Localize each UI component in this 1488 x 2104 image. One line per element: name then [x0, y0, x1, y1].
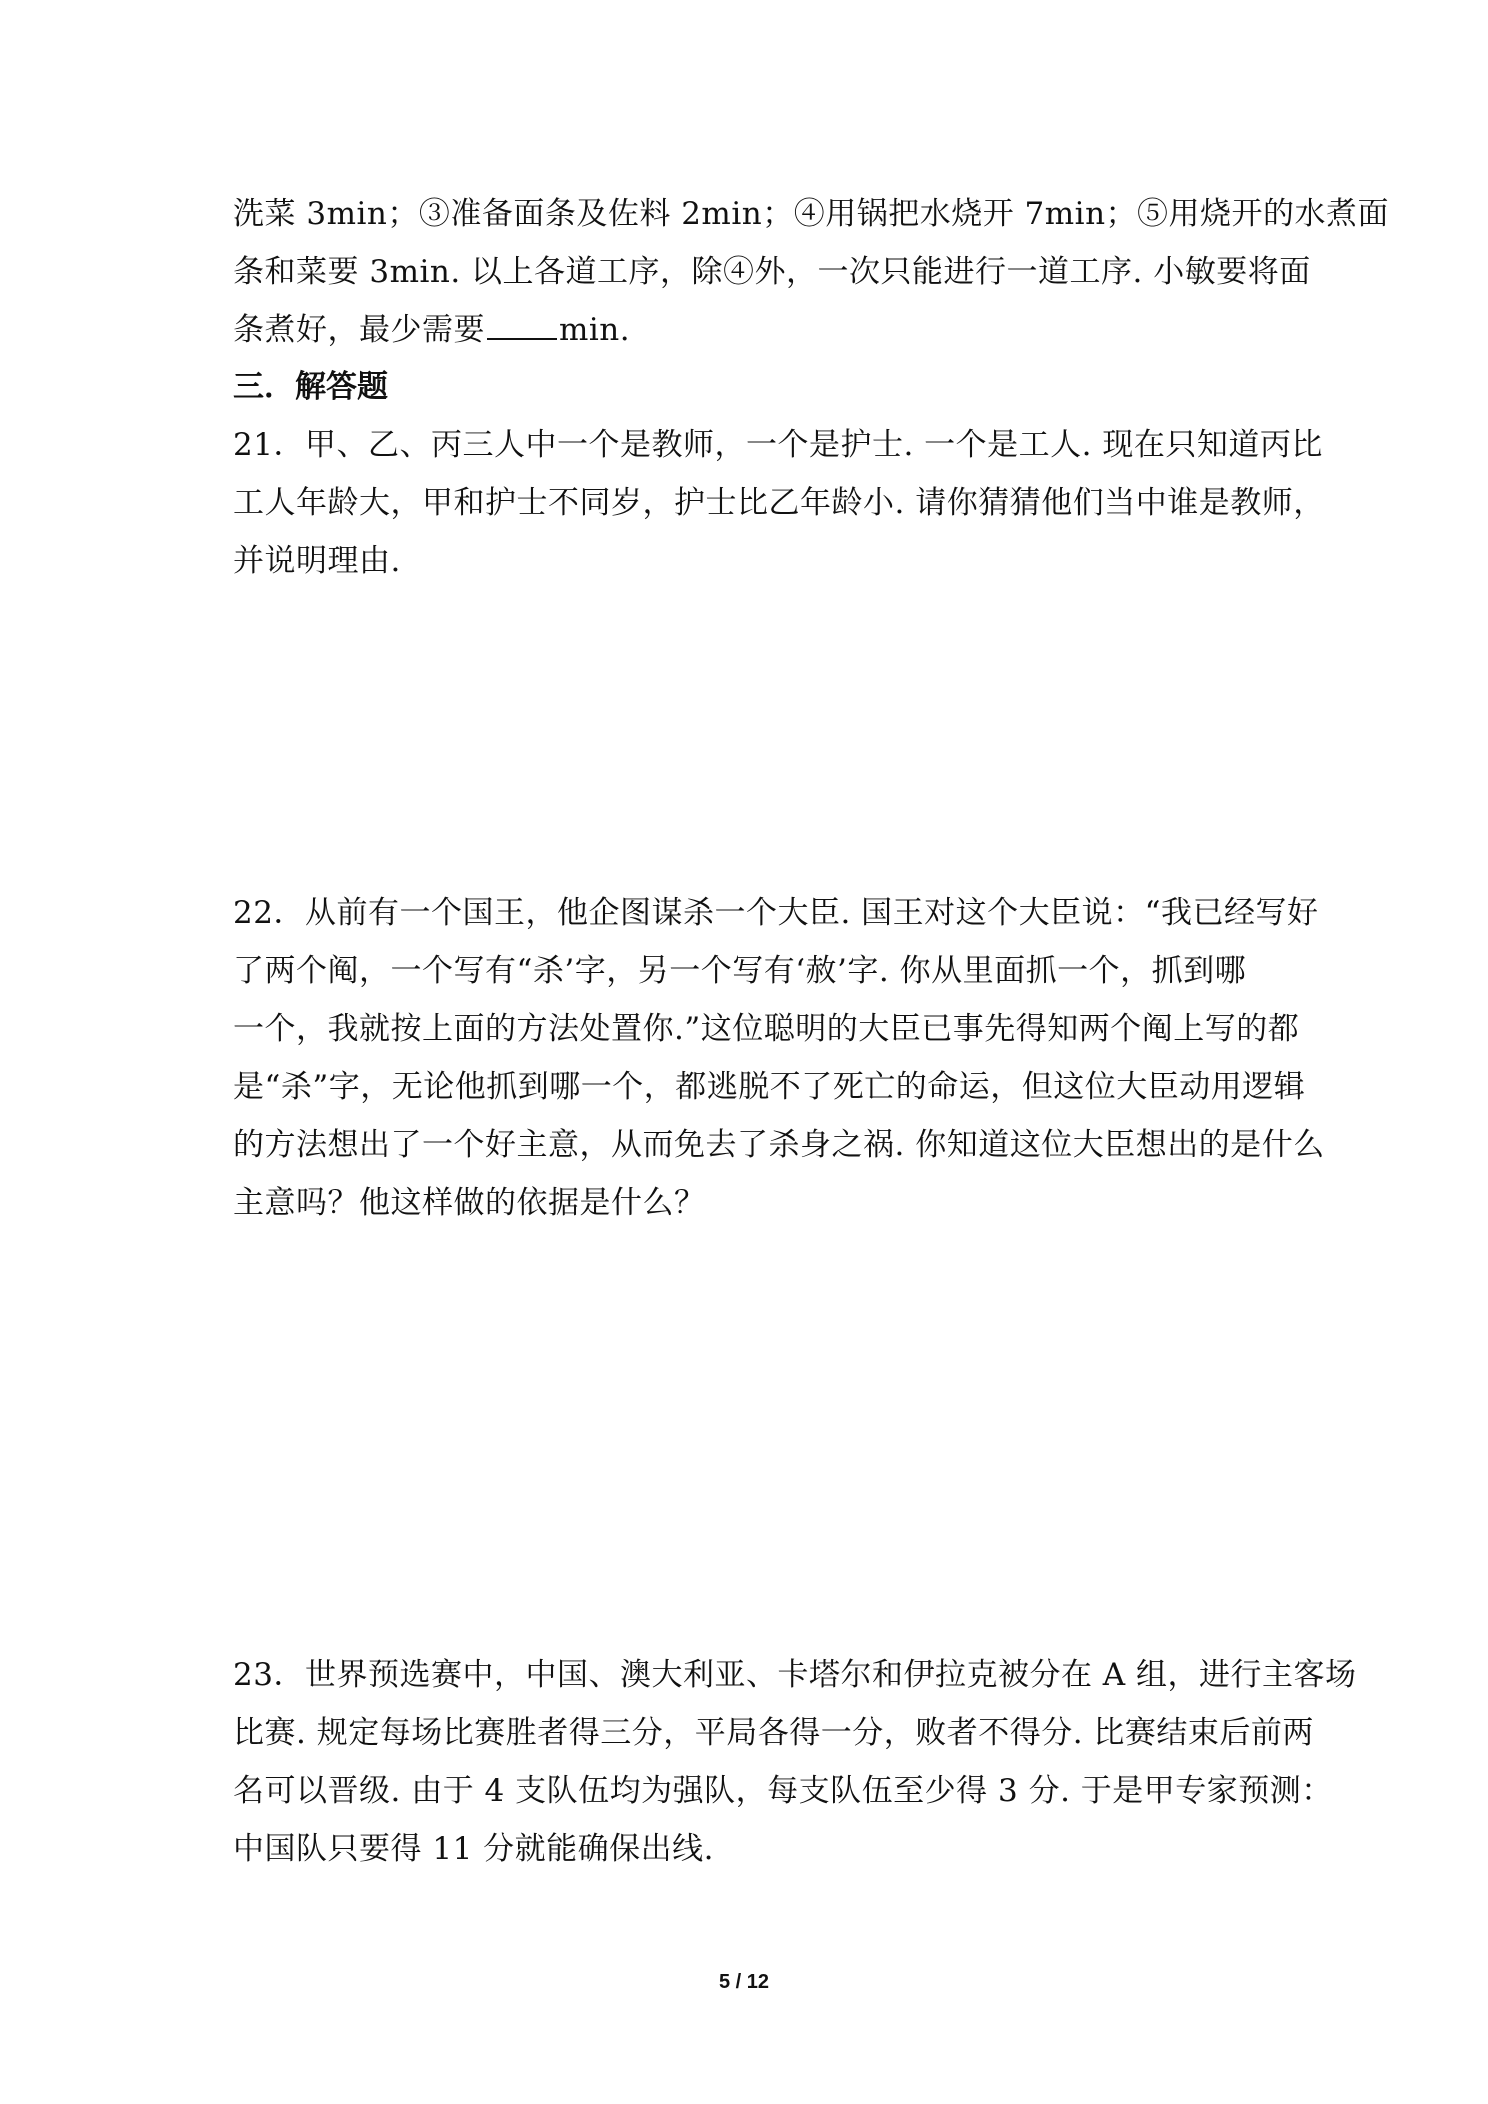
q20-line-3-after: min. — [559, 312, 631, 348]
q22-line-3: 一个，我就按上面的方法处置你.”这位聪明的大臣已事先得知两个阄上写的都 — [233, 1011, 1300, 1047]
q20-line-2: 条和菜要 3min. 以上各道工序，除④外，一次只能进行一道工序. 小敏要将面 — [233, 254, 1311, 290]
q20-line-1: 洗菜 3min；③准备面条及佐料 2min；④用锅把水烧开 7min；⑤用烧开的水煮面 — [233, 196, 1390, 232]
q22-line-2: 了两个阄，一个写有“杀’字，另一个写有‘赦’字. 你从里面抓一个，抓到哪 — [233, 953, 1247, 989]
q22-line-5: 的方法想出了一个好主意，从而免去了杀身之祸. 你知道这位大臣想出的是什么 — [233, 1127, 1325, 1163]
q21-line-3: 并说明理由. — [233, 543, 401, 579]
q20-line-3 — [233, 310, 630, 350]
q22-line-6: 主意吗？他这样做的依据是什么？ — [233, 1185, 706, 1221]
page-number: 5 / 12 — [718, 1971, 770, 1993]
q23-line-4: 中国队只要得 11 分就能确保出线. — [233, 1831, 715, 1867]
q21-line-2: 工人年龄大，甲和护士不同岁，护士比乙年龄小. 请你猜猜他们当中谁是教师， — [233, 485, 1325, 521]
q23-line-3: 名可以晋级. 由于 4 支队伍均为强队，每支队伍至少得 3 分. 于是甲专家预测： — [233, 1773, 1333, 1809]
q21-line-1: 21．甲、乙、丙三人中一个是教师，一个是护士. 一个是工人. 现在只知道丙比 — [233, 427, 1323, 463]
q22-line-1: 22．从前有一个国王，他企图谋杀一个大臣. 国王对这个大臣说：“我已经写好 — [233, 895, 1319, 931]
q20-line-3-before: 条煮好，最少需要 — [233, 312, 485, 348]
answer-blank — [487, 312, 557, 340]
q23-line-2: 比赛. 规定每场比赛胜者得三分，平局各得一分，败者不得分. 比赛结束后前两 — [233, 1715, 1314, 1751]
q22-line-4: 是“杀”字，无论他抓到哪一个，都逃脱不了死亡的命运，但这位大臣动用逻辑 — [233, 1069, 1306, 1105]
section-heading: 三．解答题 — [233, 369, 388, 405]
q23-line-1: 23．世界预选赛中，中国、澳大利亚、卡塔尔和伊拉克被分在 A 组，进行主客场 — [233, 1657, 1357, 1693]
